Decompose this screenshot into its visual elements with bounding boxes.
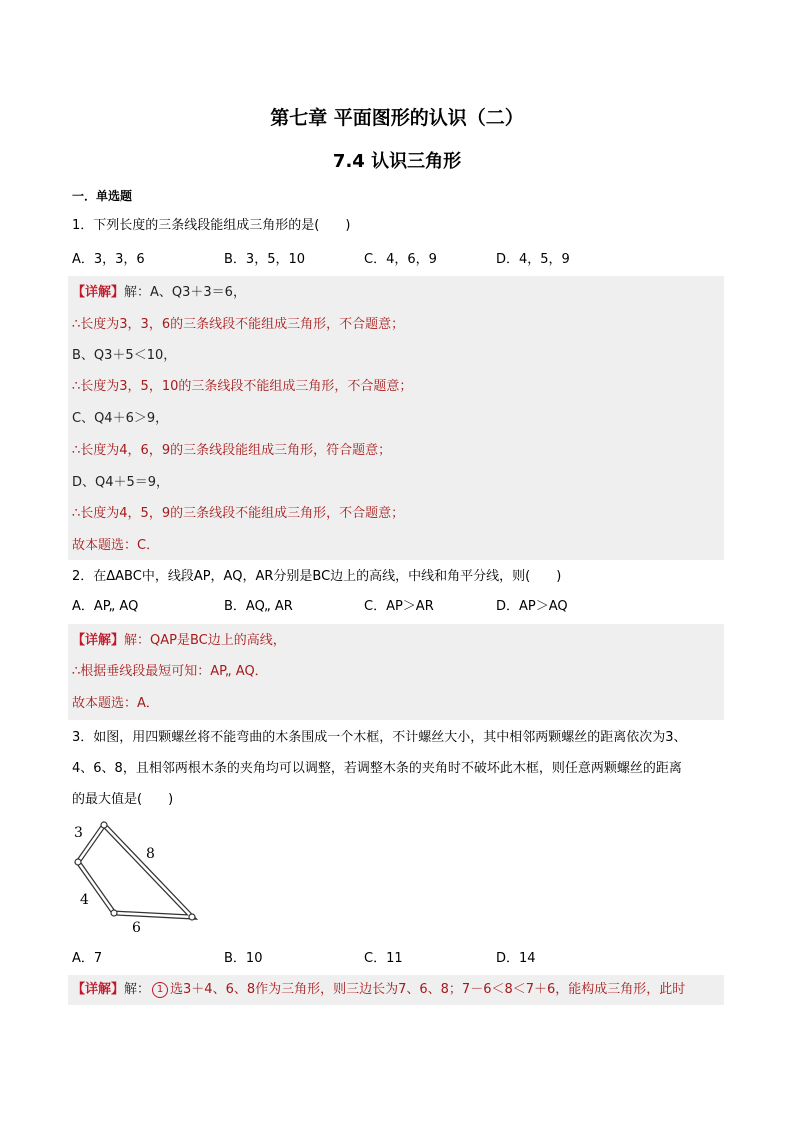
- q2-stem: 2．在ΔABC中，线段AP，AQ，AR分别是BC边上的高线，中线和角平分线，则( ): [72, 569, 562, 584]
- q1-option-b: B．3，5，10: [224, 252, 306, 267]
- circled-number-1: 1: [152, 982, 168, 998]
- q1-solution-line-2: ∴长度为3，3，6的三条线段不能组成三角形，不合题意；: [72, 317, 405, 332]
- q1-option-d: D．4，5，9: [496, 252, 570, 267]
- wooden-frame-figure: [70, 818, 210, 938]
- q1-solution-line-5: C、Q4＋6＞9，: [72, 411, 169, 426]
- q1-stem: 1．下列长度的三条线段能组成三角形的是( ): [72, 218, 351, 233]
- q2-option-a: A．AP„ AQ: [72, 599, 139, 614]
- q1-solution-line-7: D、Q4＋5＝9，: [72, 475, 170, 490]
- q2-solution-line-3: 故本题选：A．: [72, 696, 159, 711]
- q1-solution-line-1: 【详解】解：A、Q3＋3＝6，: [72, 285, 246, 300]
- detail-tag: 【详解】: [72, 633, 125, 648]
- q1-solution-line-9: 故本题选：C．: [72, 538, 160, 553]
- figure-label-6: 6: [132, 920, 141, 936]
- q2-option-c: C．AP＞AR: [364, 599, 434, 614]
- q3-option-b: B．10: [224, 951, 263, 966]
- detail-tag: 【详解】: [72, 285, 125, 300]
- figure-label-3: 3: [74, 825, 83, 841]
- q1-solution-line-3: B、Q3＋5＜10，: [72, 348, 177, 363]
- q3-stem-line-3: 的最大值是( ): [72, 792, 174, 807]
- figure-label-8: 8: [146, 846, 155, 862]
- section-title: 7.4 认识三角形: [332, 151, 462, 172]
- q3-option-d: D．14: [496, 951, 536, 966]
- detail-tag: 【详解】: [72, 982, 125, 997]
- figure-label-4: 4: [80, 892, 89, 908]
- q1-solution-line-4: ∴长度为3，5，10的三条线段不能组成三角形，不合题意；: [72, 379, 413, 394]
- q2-option-d: D．AP＞AQ: [496, 599, 568, 614]
- q1-option-c: C．4，6，9: [364, 252, 437, 267]
- q1-option-a: A．3，3，6: [72, 252, 145, 267]
- section-label: 一．单选题: [72, 189, 133, 203]
- q3-stem-line-2: 4、6、8，且相邻两根木条的夹角均可以调整，若调整木条的夹角时不破坏此木框，则任意两颗螺丝的距离: [72, 761, 682, 776]
- q3-stem-line-1: 3．如图，用四颗螺丝将不能弯曲的木条围成一个木框，不计螺丝大小，其中相邻两颗螺丝的距离依次为3、: [72, 730, 687, 745]
- q3-option-a: A．7: [72, 951, 103, 966]
- q2-solution-line-2: ∴根据垂线段最短可知：AP„ AQ．: [72, 664, 268, 679]
- q2-solution-line-1: 【详解】解：QAP是BC边上的高线，: [72, 633, 286, 648]
- chapter-title: 第七章 平面图形的认识（二）: [270, 107, 524, 129]
- q3-solution-line-1: 【详解】解： 1 选3＋4、6、8作为三角形，则三边长为7、6、8；7－6＜8＜7＋6，能构成三角形，此时: [72, 982, 686, 997]
- q1-solution-line-6: ∴长度为4，6，9的三条线段能组成三角形，符合题意；: [72, 443, 392, 458]
- q1-solution-line-8: ∴长度为4，5，9的三条线段不能组成三角形，不合题意；: [72, 506, 405, 521]
- q3-option-c: C．11: [364, 951, 403, 966]
- q2-option-b: B．AQ„ AR: [224, 599, 293, 614]
